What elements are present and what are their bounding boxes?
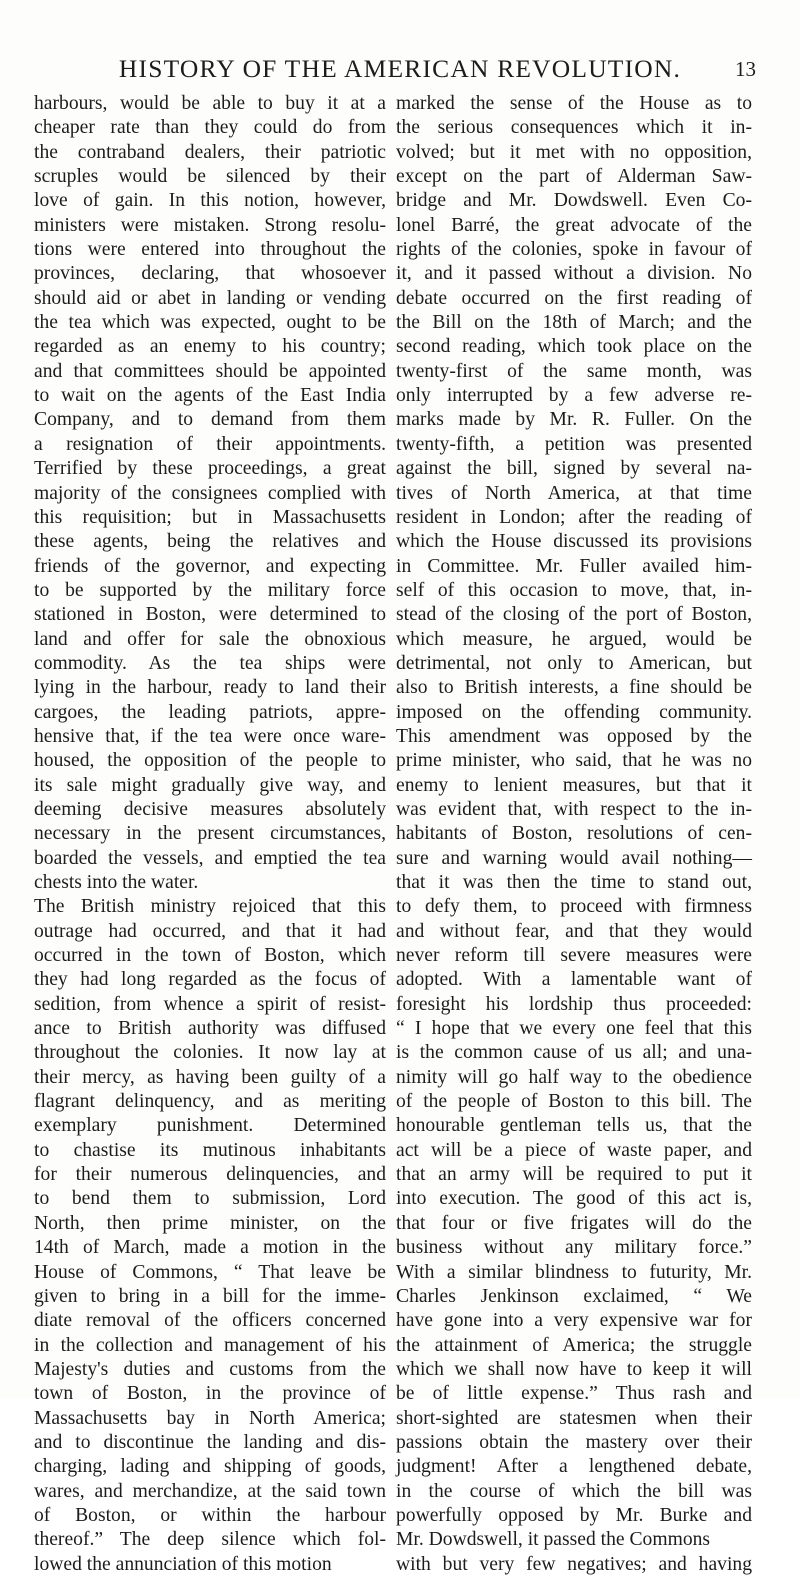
text-line: to bend them to submission, Lord: [34, 1188, 386, 1210]
text-line: love of gain. In this notion, however,: [34, 190, 386, 212]
text-line: necessary in the present circumstances,: [34, 823, 386, 845]
text-line: sure and warning would avail nothing—: [396, 847, 752, 869]
text-line: and that committees should be appointed: [34, 360, 386, 382]
text-line: rights of the colonies, spoke in favour of: [396, 239, 752, 261]
text-line: debate occurred on the first reading of: [396, 287, 752, 309]
text-line: detrimental, not only to American, but: [396, 652, 752, 674]
text-line: for their numerous delinquencies, and: [34, 1164, 386, 1186]
text-line: habitants of Boston, resolutions of cen-: [396, 823, 752, 845]
text-line: to defy them, to proceed with firmness: [396, 896, 752, 918]
running-head: [40, 52, 760, 86]
text-line: friends of the governor, and expecting: [34, 555, 386, 577]
text-line: which the House discussed its provisions: [396, 531, 752, 553]
text-line: thereof.” The deep silence which fol-: [34, 1529, 386, 1551]
text-line: town of Boston, in the province of: [34, 1383, 386, 1405]
text-line: which measure, he argued, would be: [396, 628, 752, 650]
text-line: to wait on the agents of the East India: [34, 385, 386, 407]
text-line: short-sighted are statesmen when their: [396, 1407, 752, 1429]
text-line: flagrant delinquency, and as meriting: [34, 1091, 386, 1113]
text-line: provinces, declaring, that whosoever: [34, 263, 386, 285]
text-line: prime minister, who said, that he was no: [396, 750, 752, 772]
text-line: have gone into a very expensive war for: [396, 1310, 752, 1332]
text-line: given to bring in a bill for the imme-: [34, 1285, 386, 1307]
text-line: passions obtain the mastery over their: [396, 1431, 752, 1453]
text-line: this requisition; but in Massachusetts: [34, 506, 386, 528]
running-title: HISTORY OF THE AMERICAN REVOLUTION.: [118, 54, 682, 83]
text-line: This amendment was opposed by the: [396, 725, 752, 747]
text-line: commodity. As the tea ships were: [34, 652, 386, 674]
text-line: which we shall now have to keep it will: [396, 1358, 752, 1380]
text-line: housed, the opposition of the people to: [34, 750, 386, 772]
text-line: land and offer for sale the obnoxious: [34, 628, 386, 650]
text-line: twenty-fifth, a petition was presented: [396, 433, 752, 455]
text-line: never reform till severe measures were: [396, 945, 752, 967]
text-line: of the people of Boston to this bill. The: [396, 1091, 752, 1113]
text-line: tions were entered into throughout the: [34, 239, 386, 261]
text-line: resident in London; after the reading of: [396, 506, 752, 528]
text-line: the contraband dealers, their patriotic: [34, 141, 386, 163]
text-line: that an army will be required to put it: [396, 1164, 752, 1186]
text-line: be of little expense.” Thus rash and: [396, 1383, 752, 1405]
text-line: harbours, would be able to buy it at a: [34, 93, 386, 114]
text-line: sedition, from whence a spirit of resist-: [34, 993, 386, 1015]
text-line: act will be a piece of waste paper, and: [396, 1139, 752, 1161]
text-line: ance to British authority was diffused: [34, 1018, 386, 1040]
text-line: their mercy, as having been guilty of a: [34, 1066, 386, 1088]
text-line: honourable gentleman tells us, that the: [396, 1115, 752, 1137]
text-line: should aid or abet in landing or vending: [34, 287, 386, 309]
text-line: stead of the closing of the port of Boston,: [396, 604, 752, 626]
text-line: nimity will go half way to the obedience: [396, 1066, 752, 1088]
text-line: charging, lading and shipping of goods,: [34, 1456, 386, 1478]
text-line: self of this occasion to move, that, in-: [396, 579, 752, 601]
text-line: With a similar blindness to futurity, Mr.: [396, 1261, 752, 1283]
text-line: marked the sense of the House as to: [396, 93, 752, 114]
text-line: hensive that, if the tea were once ware-: [34, 725, 386, 747]
text-line: it, and it passed without a division. No: [396, 263, 752, 285]
text-line: they had long regarded as the focus of: [34, 969, 386, 991]
text-line: imposed on the offending community.: [396, 701, 752, 723]
text-line: boarded the vessels, and emptied the tea: [34, 847, 386, 869]
text-line: occurred in the town of Boston, which: [34, 945, 386, 967]
text-line: Terrified by these proceedings, a great: [34, 458, 386, 480]
right-text-column: [396, 92, 752, 1577]
text-line: that four or five frigates will do the: [396, 1212, 752, 1234]
text-line: bridge and Mr. Dowdswell. Even Co-: [396, 190, 752, 212]
text-line: outrage had occurred, and that it had: [34, 920, 386, 942]
text-line: The British ministry rejoiced that this: [34, 896, 386, 918]
text-line: twenty-first of the same month, was: [396, 360, 752, 382]
text-line: against the bill, signed by several na-: [396, 458, 752, 480]
text-line: business without any military force.”: [396, 1237, 752, 1259]
left-text-column: [34, 92, 386, 1577]
text-line: the tea which was expected, ought to be: [34, 312, 386, 334]
text-line: the attainment of America; the struggle: [396, 1334, 752, 1356]
text-line: cheaper rate than they could do from: [34, 117, 386, 139]
text-line: that it was then the time to stand out,: [396, 872, 752, 893]
text-line: only interrupted by a few adverse re-: [396, 385, 752, 407]
text-line: stationed in Boston, were determined to: [34, 604, 386, 626]
text-line: 14th of March, made a motion in the: [34, 1237, 386, 1259]
text-line: of Boston, or within the harbour: [34, 1504, 386, 1526]
text-line: Mr. Dowdswell, it passed the Commons: [396, 1529, 711, 1551]
text-line: to chastise its mutinous inhabitants: [34, 1139, 386, 1161]
text-line: deeming decisive measures absolutely: [34, 798, 386, 820]
text-line: except on the part of Alderman Saw-: [396, 166, 752, 188]
text-line: in Committee. Mr. Fuller availed him-: [396, 555, 752, 577]
text-line: second reading, which took place on the: [396, 336, 752, 358]
text-line: was evident that, with respect to the in-: [396, 798, 752, 820]
text-line: enemy to lenient measures, but that it: [396, 774, 752, 796]
text-line: and without fear, and that they would: [396, 920, 752, 942]
text-line: foresight his lordship thus proceeded:: [396, 993, 752, 1015]
text-line: to be supported by the military force: [34, 579, 386, 601]
text-line: Majesty's duties and customs from the: [34, 1358, 386, 1380]
text-line: lying in the harbour, ready to land their: [34, 677, 386, 699]
text-line: is the common cause of us all; and una-: [396, 1042, 752, 1064]
text-line: powerfully opposed by Mr. Burke and: [396, 1504, 752, 1526]
text-line: the serious consequences which it in-: [396, 117, 752, 139]
text-line: lonel Barré, the great advocate of the: [396, 214, 752, 236]
text-line: tives of North America, at that time: [396, 482, 752, 504]
text-line: scruples would be silenced by their: [34, 166, 386, 188]
text-line: wares, and merchandize, at the said town: [34, 1480, 386, 1502]
text-line: Company, and to demand from them: [34, 409, 386, 431]
text-line: lowed the annunciation of this motion: [34, 1553, 332, 1575]
text-line: majority of the consignees complied with: [34, 482, 386, 504]
text-line: cargoes, the leading patriots, appre-: [34, 701, 386, 723]
text-line: the Bill on the 18th of March; and the: [396, 312, 752, 334]
text-line: judgment! After a lengthened debate,: [396, 1456, 752, 1478]
text-line: into execution. The good of this act is,: [396, 1188, 752, 1210]
text-line: with but very few negatives; and having: [396, 1553, 752, 1575]
page-number: 13: [735, 57, 756, 81]
text-line: volved; but it met with no opposition,: [396, 141, 752, 163]
text-line: and to discontinue the landing and dis-: [34, 1431, 386, 1453]
text-line: in the course of which the bill was: [396, 1480, 752, 1502]
text-line: throughout the colonies. It now lay at: [34, 1042, 386, 1064]
text-line: North, then prime minister, on the: [34, 1212, 386, 1234]
text-line: Charles Jenkinson exclaimed, “ We: [396, 1285, 752, 1307]
text-line: a resignation of their appointments.: [34, 433, 386, 455]
text-line: marks made by Mr. R. Fuller. On the: [396, 409, 752, 431]
text-line: also to British interests, a fine should be: [396, 677, 752, 699]
text-line: “ I hope that we every one feel that this: [396, 1018, 752, 1040]
text-line: diate removal of the officers concerned: [34, 1310, 386, 1332]
text-line: ministers were mistaken. Strong resolu-: [34, 214, 386, 236]
text-line: in the collection and management of his: [34, 1334, 386, 1356]
text-line: its sale might gradually give way, and: [34, 774, 386, 796]
text-line: adopted. With a lamentable want of: [396, 969, 752, 991]
text-line: these agents, being the relatives and: [34, 531, 386, 553]
text-line: regarded as an enemy to his country;: [34, 336, 386, 358]
text-line: chests into the water.: [34, 872, 199, 893]
text-line: House of Commons, “ That leave be: [34, 1261, 386, 1283]
text-line: Massachusetts bay in North America;: [34, 1407, 386, 1429]
text-line: exemplary punishment. Determined: [34, 1115, 386, 1137]
